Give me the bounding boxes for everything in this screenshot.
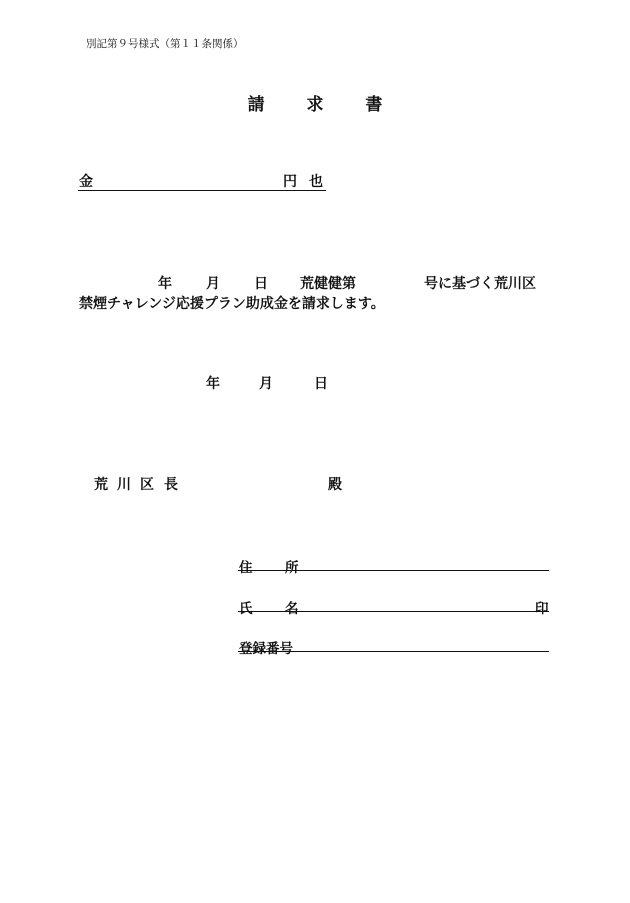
addressee-char: 荒 <box>94 477 108 493</box>
name-label-char: 氏 <box>239 601 253 617</box>
amount-kin-label: 金 <box>79 174 93 190</box>
title-char: 書 <box>365 95 383 115</box>
name-label-char: 名 <box>285 601 299 617</box>
body-document-ref: 荒健健第 <box>300 276 356 292</box>
date-year: 年 <box>206 376 220 392</box>
addressee-char: 川 <box>117 477 131 493</box>
title-char: 請 <box>247 95 265 115</box>
addressee-honorific: 殿 <box>328 477 342 493</box>
registration-label: 登録番号 <box>239 641 293 657</box>
addressee-char: 長 <box>164 477 178 493</box>
date-month: 月 <box>259 376 273 392</box>
body-day: 日 <box>254 276 268 292</box>
addressee-char: 区 <box>140 477 154 493</box>
form-number-label: 別記第９号様式（第１１条関係） <box>86 38 244 50</box>
document-title <box>0 90 630 115</box>
title-char: 求 <box>306 95 324 115</box>
date-day: 日 <box>314 376 328 392</box>
address-label-char: 所 <box>285 560 299 576</box>
body-year: 年 <box>158 276 172 292</box>
seal-mark: 印 <box>535 601 549 617</box>
address-label-char: 住 <box>239 560 253 576</box>
body-month: 月 <box>206 276 220 292</box>
body-line2: 禁煙チャレンジ応援プラン助成金を請求します。 <box>79 296 385 312</box>
amount-yen-label: 円 <box>283 174 297 190</box>
body-line1-rest: 号に基づく荒川区 <box>424 276 536 292</box>
amount-nari-label: 也 <box>309 174 323 190</box>
